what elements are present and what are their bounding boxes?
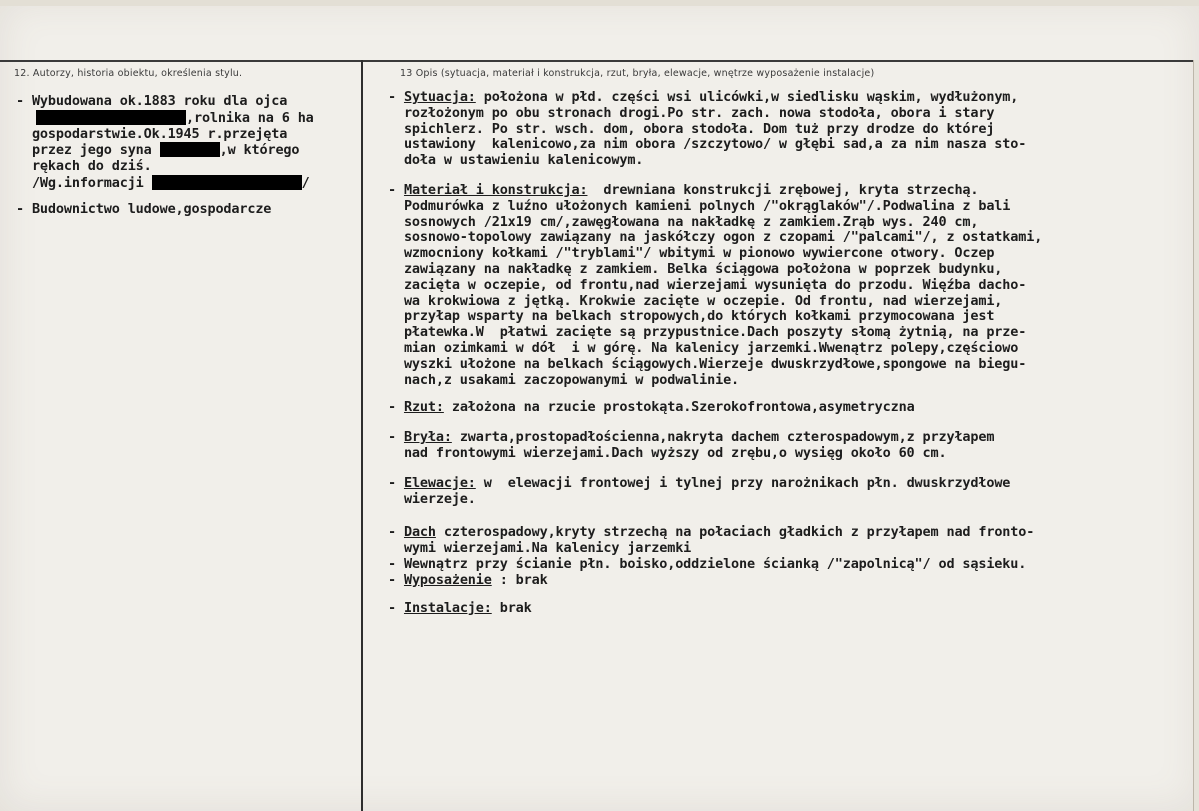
text-line: płatewka.W płatwi zacięte są przypustnice.Dach poszyty słomą żytnią, na prze- bbox=[388, 324, 1027, 341]
text-fragment: /Wg.informacji bbox=[16, 174, 152, 191]
text-line: mian ozimkami w dół i w górę. Na kalenicy jarzemki.Wwenątrz polepy,częściowo bbox=[388, 339, 1019, 356]
text-line: Podmurówka z luźno ułożonych kamieni polnych /"okrąglaków"/.Podwalina z bali bbox=[388, 197, 1011, 214]
text-fragment: brak bbox=[491, 599, 532, 616]
section-instalacje bbox=[388, 601, 1193, 617]
redaction-bar bbox=[36, 110, 186, 125]
section-label: Materiał i konstrukcja: bbox=[403, 181, 588, 198]
text-line: sosnowych /21x19 cm/,zawęgłowana na nakładkę z zamkiem.Zrąb wys. 240 cm, bbox=[388, 213, 979, 230]
section-label: Elewacje: bbox=[403, 474, 476, 491]
section-label: Wyposażenie bbox=[403, 571, 492, 588]
text-line: - Dach czterospadowy,kryty strzechą na połaciach gładkich z przyłapem nad fronto- bbox=[388, 524, 1035, 541]
section-label: Sytuacja: bbox=[403, 89, 476, 105]
redaction-bar bbox=[160, 142, 220, 157]
text-fragment: : brak bbox=[491, 571, 548, 588]
text-line: wa krokwiowa z jętką. Krokwie zacięte w oczepie. Od frontu, nad wierzejami, bbox=[388, 292, 1003, 309]
text-line: zacięta w oczepie, od frontu,nad wierzejami wysunięta do przodu. Więźba dacho- bbox=[388, 276, 1027, 293]
text-line: - Instalacje: brak bbox=[388, 599, 532, 616]
right-column-header: 13 Opis (sytuacja, materiał i konstrukcja, rzut, bryła, elewacje, wnętrze wyposażenie instalacje) bbox=[400, 68, 875, 79]
text-line: - Rzut: założona na rzucie prostokąta.Szerokofrontowa,asymetryczna bbox=[388, 399, 915, 416]
text-line bbox=[16, 142, 356, 159]
text-fragment: - Wybudowana ok.1883 roku dla ojca bbox=[16, 93, 288, 109]
text-line: rozłożonym po obu stronach drogi.Po str. zach. nowa stodoła, obora i stary bbox=[388, 104, 995, 121]
section-bryla bbox=[388, 430, 1193, 462]
description-column bbox=[388, 90, 1193, 626]
text-line: zawiązany na nakładkę z zamkiem. Belka ściągowa położona w poprzek budynku, bbox=[388, 260, 1003, 277]
text-line: - Materiał i konstrukcja: drewniana konstrukcji zrębowej, kryta strzechą. bbox=[388, 181, 979, 198]
card-top-edge bbox=[0, 0, 1199, 6]
text-line: nad frontowymi wierzejami.Dach wyższy od zrębu,o wysięg około 60 cm. bbox=[388, 444, 947, 461]
text-fragment: założona na rzucie prostokąta.Szerokofrontowa,asymetryczna bbox=[443, 399, 915, 416]
text-line: ustawiony kalenicowo,za nim obora /szczytowo/ w głębi sad,a za nim nasza sto- bbox=[388, 136, 1027, 153]
column-divider bbox=[361, 60, 363, 811]
text-fragment: / bbox=[301, 174, 310, 191]
section-label: Instalacje: bbox=[403, 599, 492, 616]
text-line bbox=[16, 175, 356, 192]
section-rzut bbox=[388, 400, 1193, 416]
text-line: wymi wierzejami.Na kalenicy jarzemki bbox=[388, 540, 692, 557]
text-line bbox=[16, 94, 356, 110]
text-line: wyszki ułożone na belkach ściągowych.Wierzeje dwuskrzydłowe,spongowe na biegu- bbox=[388, 355, 1027, 372]
text-line: - Wewnątrz przy ścianie płn. boisko,oddzielone ścianką /"zapolnicą"/ od sąsieku. bbox=[388, 555, 1027, 572]
history-column bbox=[16, 94, 356, 228]
redaction-bar bbox=[152, 175, 302, 190]
text-fragment: przez jego syna bbox=[16, 142, 160, 159]
text-line: spichlerz. Po str. wsch. dom, obora stodoła. Dom tuż przy drodze do której bbox=[388, 120, 995, 137]
history-entry-style bbox=[16, 202, 356, 218]
text-fragment: drewniana konstrukcji zrębowej, kryta strzechą. bbox=[587, 181, 979, 198]
section-sytuacja bbox=[388, 90, 1193, 169]
text-fragment: ,rolnika na 6 ha bbox=[186, 109, 314, 126]
left-column-header: 12. Autorzy, historia obiektu, określenia stylu. bbox=[14, 68, 243, 79]
text-line: - Bryła: zwarta,prostopadłościenna,nakryta dachem czterospadowym,z przyłapem bbox=[388, 429, 995, 446]
section-material bbox=[388, 183, 1193, 388]
history-entry-construction bbox=[16, 94, 356, 192]
section-wyposazenie bbox=[388, 573, 1193, 589]
section-dach bbox=[388, 525, 1193, 557]
card-right-edge bbox=[1193, 60, 1199, 811]
text-fragment: zwarta,prostopadłościenna,nakryta dachem czterospadowym,z przyłapem bbox=[451, 429, 995, 446]
text-line: przyłap wsparty na belkach stropowych,do których kołkami przymocowana jest bbox=[388, 308, 995, 325]
text-line: sosnowo-topolowy zawiązany na jaskółczy ogon z czopami /"palcami"/, z ostatkami, bbox=[388, 229, 1043, 246]
text-line: wierzeje. bbox=[388, 490, 476, 507]
text-line: doła w ustawieniu kalenicowym. bbox=[388, 152, 644, 169]
text-line: gospodarstwie.Ok.1945 r.przejęta bbox=[16, 125, 288, 142]
text-line bbox=[16, 110, 356, 127]
text-fragment: czterospadowy,kryty strzechą na połaciach gładkich z przyłapem nad fronto- bbox=[435, 524, 1035, 541]
text-fragment: w elewacji frontowej i tylnej przy narożnikach płn. dwuskrzydłowe bbox=[475, 474, 1011, 491]
section-elewacje bbox=[388, 476, 1193, 508]
text-line: - Budownictwo ludowe,gospodarcze bbox=[16, 200, 272, 217]
text-line: rękach do dziś. bbox=[16, 158, 152, 175]
section-wnetrze bbox=[388, 557, 1193, 573]
text-line: nach,z usakami zaczopowanymi w podwalinie. bbox=[388, 371, 740, 388]
section-label: Rzut: bbox=[403, 399, 444, 416]
text-fragment: ,w którego bbox=[219, 142, 300, 159]
section-label: Bryła: bbox=[403, 429, 452, 446]
text-line: wzmocniony kołkami /"tryblami"/ wbitymi w pionowo wywiercone otwory. Oczep bbox=[388, 245, 995, 262]
text-line: - Elewacje: w elewacji frontowej i tylnej przy narożnikach płn. dwuskrzydłowe bbox=[388, 474, 1011, 491]
header-rule bbox=[0, 60, 1199, 62]
section-label: Dach bbox=[403, 524, 436, 541]
text-fragment: położona w płd. części wsi ulicówki,w siedlisku wąskim, wydłużonym, bbox=[475, 89, 1019, 105]
text-line: - Sytuacja: położona w płd. części wsi ulicówki,w siedlisku wąskim, wydłużonym, bbox=[388, 89, 1019, 105]
text-line: - Wyposażenie : brak bbox=[388, 571, 548, 588]
